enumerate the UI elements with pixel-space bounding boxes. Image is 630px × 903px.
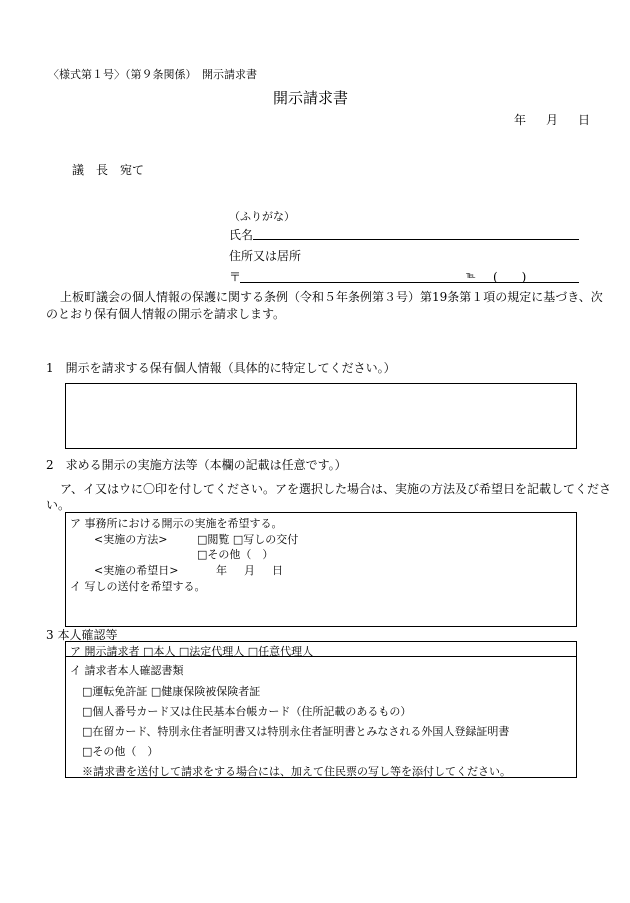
id-documents-heading: イ 請求者本人確認書類 (70, 664, 184, 677)
address-label: 住所又は居所 (229, 249, 302, 263)
date-line: 年 月 日 (514, 113, 595, 127)
postal-mark: 〒 (229, 270, 242, 284)
desired-date-value[interactable]: 年 月 日 (216, 564, 286, 577)
desired-date-label: <実施の希望日> (94, 564, 179, 577)
addressee: 議 長 宛て (72, 163, 145, 177)
section-2-heading: 2 求める開示の実施方法等（本欄の記載は任意です。） (46, 458, 347, 472)
id-doc-3[interactable]: □在留カード、特別永住者証明書又は特別永住者証明書とみなされる外国人登録証明書 (82, 725, 510, 738)
method-options[interactable]: □閲覧 □写しの交付 (197, 533, 299, 546)
id-doc-4[interactable]: □その他（ ） (82, 745, 159, 758)
intro-line-2: のとおり保有個人情報の開示を請求します。 (46, 307, 286, 321)
section-2-instruction-1: ア、イ又はウに〇印を付してください。アを選択した場合は、実施の方法及び希望日を記載してくださ (60, 482, 612, 496)
tel-parens: ( ) (493, 270, 527, 284)
form-reference: 〈様式第１号〉（第９条関係） 開示請求書 (48, 68, 257, 81)
section-2-instruction-2: い。 (46, 498, 71, 512)
section-1-input-box[interactable] (65, 383, 577, 449)
furigana-label: （ふりがな） (229, 210, 295, 223)
id-doc-2[interactable]: □個人番号カード又は住民基本台帳カード（住所記載のあるもの） (82, 705, 412, 718)
tel-label: ℡ (466, 271, 476, 281)
section-1-heading: 1 開示を請求する保有個人情報（具体的に特定してください。） (46, 361, 396, 375)
option-i-line[interactable]: イ 写しの送付を希望する。 (70, 580, 206, 593)
name-field-line[interactable] (253, 239, 579, 240)
address-field-line[interactable] (240, 282, 579, 283)
mail-note: ※請求書を送付して請求をする場合には、加えて住民票の写し等を添付してください。 (82, 765, 511, 778)
id-doc-1[interactable]: □運転免許証 □健康保険被保険者証 (82, 685, 261, 698)
intro-line-1: 上板町議会の個人情報の保護に関する条例（令和５年条例第３号）第19条第１項の規定に基づき、次 (60, 290, 603, 304)
method-other[interactable]: □その他（ ） (197, 548, 274, 561)
name-label: 氏名 (229, 228, 254, 242)
requester-type-line[interactable]: ア 開示請求者 □本人 □法定代理人 □任意代理人 (70, 645, 314, 658)
section-3-heading: 3 本人確認等 (46, 628, 118, 642)
option-a-line[interactable]: ア 事務所における開示の実施を希望する。 (70, 517, 283, 530)
method-label: <実施の方法> (94, 533, 168, 546)
document-title: 開示請求書 (273, 89, 349, 107)
